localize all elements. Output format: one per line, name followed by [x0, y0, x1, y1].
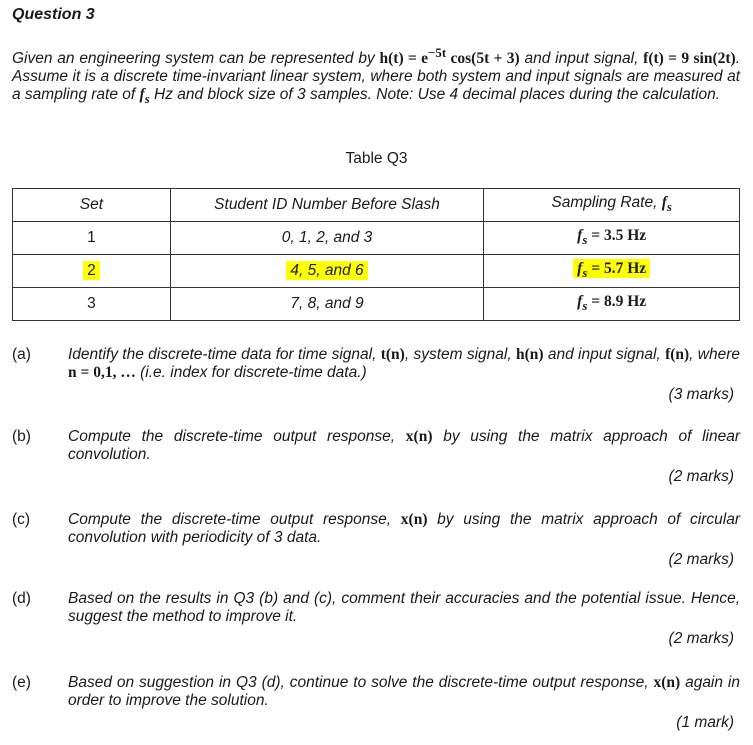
part-b-text-1: Compute the discrete-time output response, — [68, 428, 406, 445]
part-marks: (2 marks) — [668, 551, 734, 568]
part-label: (d) — [12, 590, 31, 607]
part-c-text-2: by using the matrix approach of circular convolution with periodicity of 3 data. — [68, 511, 740, 546]
cell-set — [13, 255, 171, 288]
rate-value: = 3.5 Hz — [587, 227, 647, 245]
math-x-n: x(n) — [405, 428, 433, 445]
cell-set: 1 — [13, 222, 171, 255]
header-rate-s: s — [666, 199, 672, 215]
part-marks: (2 marks) — [668, 630, 734, 647]
table-row — [13, 255, 740, 288]
part-label: (c) — [12, 511, 31, 528]
intro-text-1: Given an engineering system can be represented by — [12, 50, 380, 68]
part-text — [68, 511, 740, 547]
math-n-range: n = 0,1, … — [68, 364, 136, 381]
intro-text-3: . Assume it is a discrete time-invariant linear system, where both system and input signals are measured at a sampling rate of — [12, 50, 740, 104]
input-equation: f(t) = 9 sin(2t) — [643, 50, 736, 68]
part-label: (b) — [12, 428, 31, 445]
rate-s: s — [582, 265, 588, 281]
cell-sampling-rate — [484, 255, 740, 288]
part-text: Based on the results in Q3 (b) and (c), comment their accuracies and the potential issue. Hence, suggest the method to improve it. — [68, 590, 740, 625]
rate-value: = 5.7 Hz — [587, 260, 647, 278]
math-f-n: f(n) — [665, 346, 690, 363]
part-c-text-1: Compute the discrete-time output response, — [68, 511, 401, 528]
table-caption: Table Q3 — [345, 150, 408, 167]
rate-f: f — [577, 293, 583, 311]
system-eq-exponent: −5t — [428, 45, 447, 60]
rate-s: s — [582, 232, 588, 248]
math-x-n: x(n) — [653, 674, 681, 691]
highlight-ids: 4, 5, and 6 — [286, 261, 367, 280]
math-h-n: h(n) — [515, 346, 544, 363]
header-student-id: Student ID Number Before Slash — [170, 189, 484, 222]
part-b-text-2: by using the matrix approach of linear convolution. — [68, 428, 740, 463]
cell-sampling-rate — [484, 222, 740, 255]
table-row — [13, 288, 740, 321]
intro-text-2: and input signal, — [519, 50, 644, 68]
highlight-rate — [573, 259, 650, 281]
cell-set: 3 — [13, 288, 171, 321]
part-a-text-1: Identify the discrete-time data for time signal, — [68, 346, 381, 363]
part-a-text-3: and input signal, — [543, 346, 666, 363]
question-intro — [12, 44, 740, 108]
header-rate-f: f — [661, 194, 667, 212]
header-rate-text: Sampling Rate, — [551, 194, 662, 212]
part-label: (e) — [12, 674, 31, 691]
part-text — [68, 674, 740, 710]
cell-student-ids: 7, 8, and 9 — [170, 288, 484, 321]
highlight-set: 2 — [83, 261, 100, 280]
cell-student-ids: 0, 1, 2, and 3 — [170, 222, 484, 255]
part-text — [68, 428, 740, 464]
fs-s: s — [144, 91, 150, 107]
system-eq-cos: cos(5t + 3) — [446, 50, 520, 68]
part-label: (a) — [12, 346, 31, 363]
part-a-text-2: , system signal, — [404, 346, 516, 363]
rate-f: f — [577, 260, 583, 278]
question-title: Question 3 — [12, 6, 95, 23]
sampling-symbol — [139, 86, 150, 107]
header-set: Set — [13, 189, 171, 222]
fs-f: f — [139, 86, 145, 104]
system-equation — [379, 45, 520, 68]
rate-value: = 8.9 Hz — [587, 293, 647, 311]
math-t-n: t(n) — [380, 346, 405, 363]
part-a-text-5: (i.e. index for discrete-time data.) — [135, 364, 367, 381]
cell-student-ids — [170, 255, 484, 288]
rate-s: s — [582, 298, 588, 314]
rate-f: f — [577, 227, 583, 245]
part-e-text-2: again in order to improve the solution. — [68, 674, 740, 709]
sampling-table — [12, 188, 740, 321]
part-text — [68, 346, 740, 382]
system-eq-base: h(t) = e — [379, 50, 429, 68]
intro-text-4: Hz and block size of 3 samples. Note: Use 4 decimal places during the calculation. — [149, 86, 721, 104]
part-e-text-1: Based on suggestion in Q3 (d), continue to solve the discrete-time output response, — [68, 674, 654, 691]
part-a-text-4: , where — [689, 346, 741, 363]
cell-sampling-rate — [484, 288, 740, 321]
table-header-row — [13, 189, 740, 222]
math-x-n: x(n) — [400, 511, 428, 528]
table-row — [13, 222, 740, 255]
header-sampling-rate — [484, 189, 740, 222]
part-marks: (1 mark) — [676, 714, 734, 731]
part-marks: (2 marks) — [668, 468, 734, 485]
part-marks: (3 marks) — [668, 386, 734, 403]
